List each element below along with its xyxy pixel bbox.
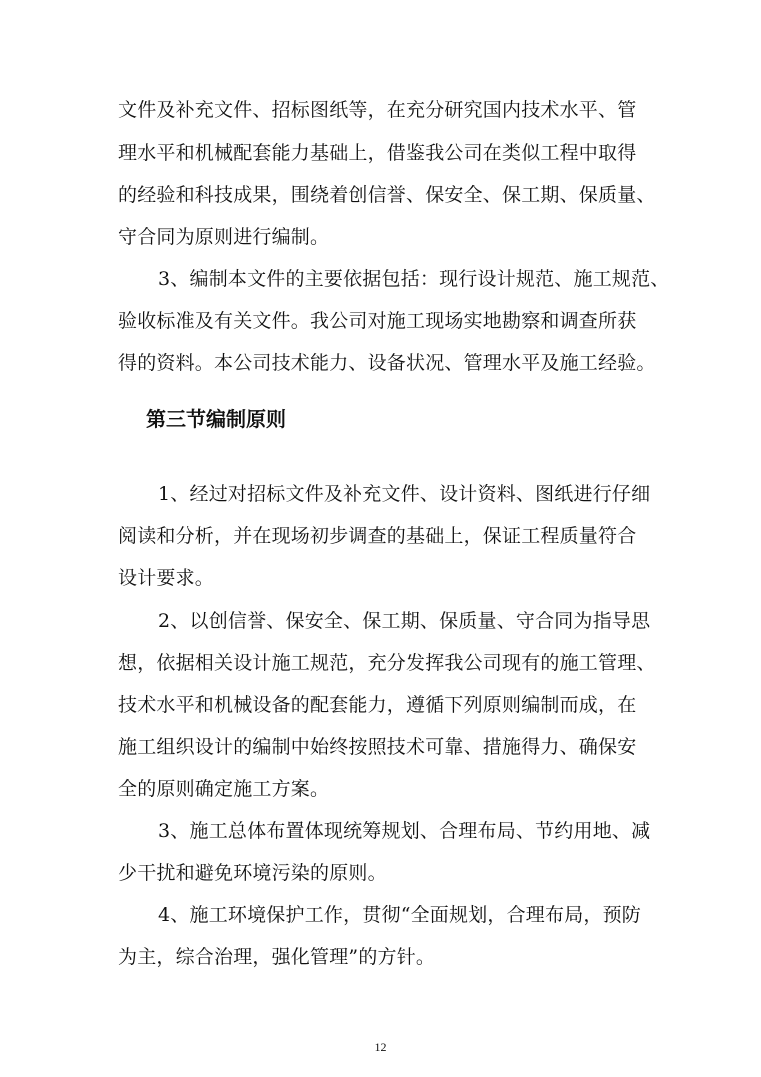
paragraph-line: 验收标准及有关文件。我公司对施工现场实地勘察和调查所获 xyxy=(118,310,637,332)
paragraph-line: 守合同为原则进行编制。 xyxy=(118,226,330,248)
paragraph-line: 4、施工环境保护工作，贯彻“全面规划，合理布局，预防 xyxy=(158,904,642,926)
paragraph-line: 为主，综合治理，强化管理”的方针。 xyxy=(118,946,436,968)
paragraph-line: 少干扰和避免环境污染的原则。 xyxy=(118,862,387,884)
section-heading: 第三节编制原则 xyxy=(146,407,286,431)
paragraph-line: 技术水平和机械设备的配套能力，遵循下列原则编制而成，在 xyxy=(118,694,637,716)
paragraph-line: 3、施工总体布置体现统筹规划、合理布局、节约用地、减 xyxy=(158,820,651,842)
paragraph-line: 得的资料。本公司技术能力、设备状况、管理水平及施工经验。 xyxy=(118,352,656,374)
paragraph-line: 阅读和分析，并在现场初步调查的基础上，保证工程质量符合 xyxy=(118,525,637,547)
paragraph-line: 理水平和机械配套能力基础上，借鉴我公司在类似工程中取得 xyxy=(118,142,637,164)
paragraph-line: 3、编制本文件的主要依据包括：现行设计规范、施工规范、 xyxy=(158,268,670,290)
page-number: 12 xyxy=(374,1040,387,1054)
paragraph-line: 的经验和科技成果，围绕着创信誉、保安全、保工期、保质量、 xyxy=(118,184,656,206)
paragraph-line: 设计要求。 xyxy=(118,567,215,589)
paragraph-line: 文件及补充文件、招标图纸等，在充分研究国内技术水平、管 xyxy=(118,99,637,121)
paragraph-line: 施工组织设计的编制中始终按照技术可靠、措施得力、确保安 xyxy=(118,736,637,758)
paragraph-line: 想，依据相关设计施工规范，充分发挥我公司现有的施工管理、 xyxy=(118,652,656,674)
paragraph-line: 2、以创信誉、保安全、保工期、保质量、守合同为指导思 xyxy=(158,610,651,632)
paragraph-line: 全的原则确定施工方案。 xyxy=(118,778,330,800)
paragraph-line: 1、经过对招标文件及补充文件、设计资料、图纸进行仔细 xyxy=(158,483,651,505)
